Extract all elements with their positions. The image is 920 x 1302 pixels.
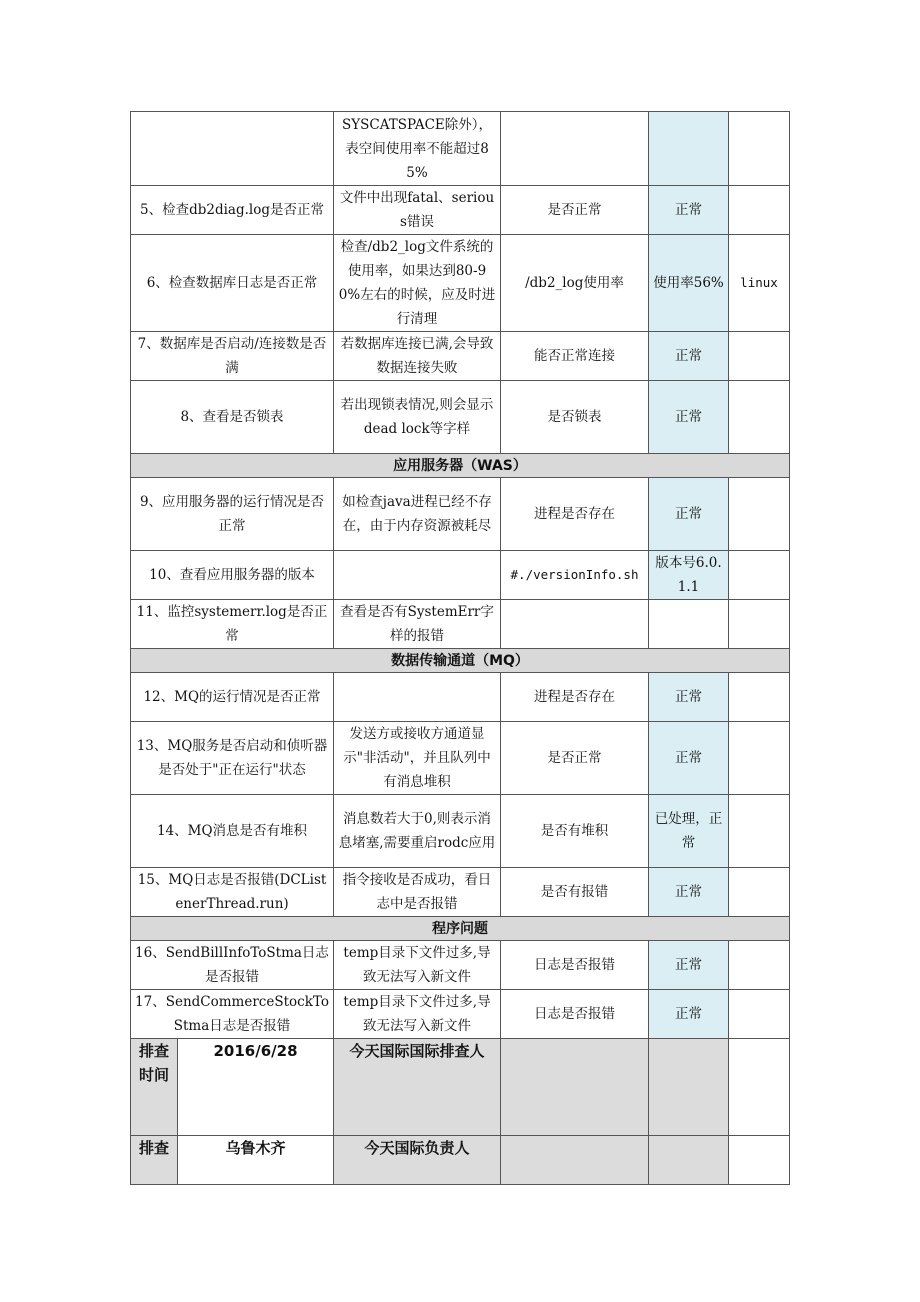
note-cell [729, 990, 790, 1039]
item-cell: 9、应用服务器的运行情况是否正常 [131, 478, 334, 551]
table-row [131, 990, 790, 1039]
section-title: 数据传输通道（MQ） [131, 649, 790, 673]
desc-cell: 如检查java进程已经不存在，由于内存资源被耗尽 [334, 478, 501, 551]
desc-cell: 若数据库连接已满,会导致数据连接失败 [334, 332, 501, 381]
inspector-label: 今天国际国际排查人 [334, 1039, 501, 1136]
check-cell [501, 600, 649, 649]
item-cell: 8、查看是否锁表 [131, 381, 334, 454]
check-cell: 日志是否报错 [501, 941, 649, 990]
table-row [131, 600, 790, 649]
item-cell: 15、MQ日志是否报错(DCListenerThread.run) [131, 868, 334, 917]
result-cell [649, 112, 729, 186]
item-cell: 17、SendCommerceStockToStma日志是否报错 [131, 990, 334, 1039]
check-cell: 是否正常 [501, 186, 649, 235]
inspector-value [501, 1039, 649, 1136]
section-header-row [131, 649, 790, 673]
result-cell: 已处理，正常 [649, 795, 729, 868]
table-row [131, 186, 790, 235]
desc-cell: 查看是否有SystemErr字样的报错 [334, 600, 501, 649]
desc-cell: SYSCATSPACE除外），表空间使用率不能超过85% [334, 112, 501, 186]
result-cell: 正常 [649, 186, 729, 235]
check-cell: 能否正常连接 [501, 332, 649, 381]
item-cell: 13、MQ服务是否启动和侦听器是否处于"正在运行"状态 [131, 722, 334, 795]
table-row [131, 795, 790, 868]
result-cell: 正常 [649, 990, 729, 1039]
table-row [131, 722, 790, 795]
item-cell: 12、MQ的运行情况是否正常 [131, 673, 334, 722]
table-row [131, 551, 790, 600]
desc-cell: 发送方或接收方通道显示"非活动"，并且队列中有消息堆积 [334, 722, 501, 795]
item-cell: 11、监控systemerr.log是否正常 [131, 600, 334, 649]
table-row [131, 235, 790, 332]
place-label: 排查 [131, 1136, 178, 1185]
item-cell: 10、查看应用服务器的版本 [131, 551, 334, 600]
result-cell: 正常 [649, 722, 729, 795]
empty-cell [729, 1136, 790, 1185]
time-label: 排查时间 [131, 1039, 178, 1136]
check-cell: 是否有报错 [501, 868, 649, 917]
item-cell: 7、数据库是否启动/连接数是否满 [131, 332, 334, 381]
note-cell [729, 600, 790, 649]
note-cell [729, 795, 790, 868]
result-cell: 使用率56% [649, 235, 729, 332]
result-cell: 正常 [649, 478, 729, 551]
table-row [131, 673, 790, 722]
table-row [131, 112, 790, 186]
section-title: 应用服务器（WAS） [131, 454, 790, 478]
note-cell [729, 551, 790, 600]
desc-cell: temp目录下文件过多,导致无法写入新文件 [334, 941, 501, 990]
manager-label: 今天国际负责人 [334, 1136, 501, 1185]
item-cell [131, 112, 334, 186]
result-cell: 正常 [649, 673, 729, 722]
inspection-table [130, 111, 790, 1185]
check-cell: 日志是否报错 [501, 990, 649, 1039]
note-cell [729, 332, 790, 381]
table-row [131, 478, 790, 551]
note-cell [729, 722, 790, 795]
table-row [131, 381, 790, 454]
desc-cell: 若出现锁表情况,则会显示dead lock等字样 [334, 381, 501, 454]
note-cell [729, 673, 790, 722]
check-cell: #./versionInfo.sh [501, 551, 649, 600]
check-cell: 进程是否存在 [501, 478, 649, 551]
item-cell: 14、MQ消息是否有堆积 [131, 795, 334, 868]
empty-cell [649, 1136, 729, 1185]
item-cell: 16、SendBillInfoToStma日志是否报错 [131, 941, 334, 990]
check-cell: 是否锁表 [501, 381, 649, 454]
desc-cell [334, 673, 501, 722]
section-header-row [131, 917, 790, 941]
table-row [131, 868, 790, 917]
check-cell: 进程是否存在 [501, 673, 649, 722]
desc-cell: temp目录下文件过多,导致无法写入新文件 [334, 990, 501, 1039]
item-cell: 6、检查数据库日志是否正常 [131, 235, 334, 332]
note-cell [729, 112, 790, 186]
note-cell [729, 941, 790, 990]
note-cell [729, 381, 790, 454]
section-title: 程序问题 [131, 917, 790, 941]
inspection-place-row [131, 1136, 790, 1185]
section-header-row [131, 454, 790, 478]
check-cell: 是否有堆积 [501, 795, 649, 868]
inspection-date: 2016/6/28 [178, 1039, 334, 1136]
note-cell [729, 868, 790, 917]
result-cell: 正常 [649, 332, 729, 381]
desc-cell: 检查/db2_log文件系统的使用率，如果达到80-90%左右的时候，应及时进行清理 [334, 235, 501, 332]
note-cell [729, 186, 790, 235]
table-row [131, 332, 790, 381]
result-cell: 正常 [649, 941, 729, 990]
result-cell: 正常 [649, 381, 729, 454]
check-cell [501, 112, 649, 186]
result-cell: 版本号6.0.1.1 [649, 551, 729, 600]
empty-cell [729, 1039, 790, 1136]
inspection-place: 乌鲁木齐 [178, 1136, 334, 1185]
desc-cell [334, 551, 501, 600]
desc-cell: 消息数若大于0,则表示消息堵塞,需要重启rodc应用 [334, 795, 501, 868]
manager-value [501, 1136, 649, 1185]
result-cell [649, 600, 729, 649]
desc-cell: 文件中出现fatal、serious错误 [334, 186, 501, 235]
desc-cell: 指令接收是否成功，看日志中是否报错 [334, 868, 501, 917]
result-cell: 正常 [649, 868, 729, 917]
check-cell: /db2_log使用率 [501, 235, 649, 332]
table-row [131, 941, 790, 990]
item-cell: 5、检查db2diag.log是否正常 [131, 186, 334, 235]
inspection-time-row [131, 1039, 790, 1136]
note-cell: linux [729, 235, 790, 332]
note-cell [729, 478, 790, 551]
empty-cell [649, 1039, 729, 1136]
check-cell: 是否正常 [501, 722, 649, 795]
